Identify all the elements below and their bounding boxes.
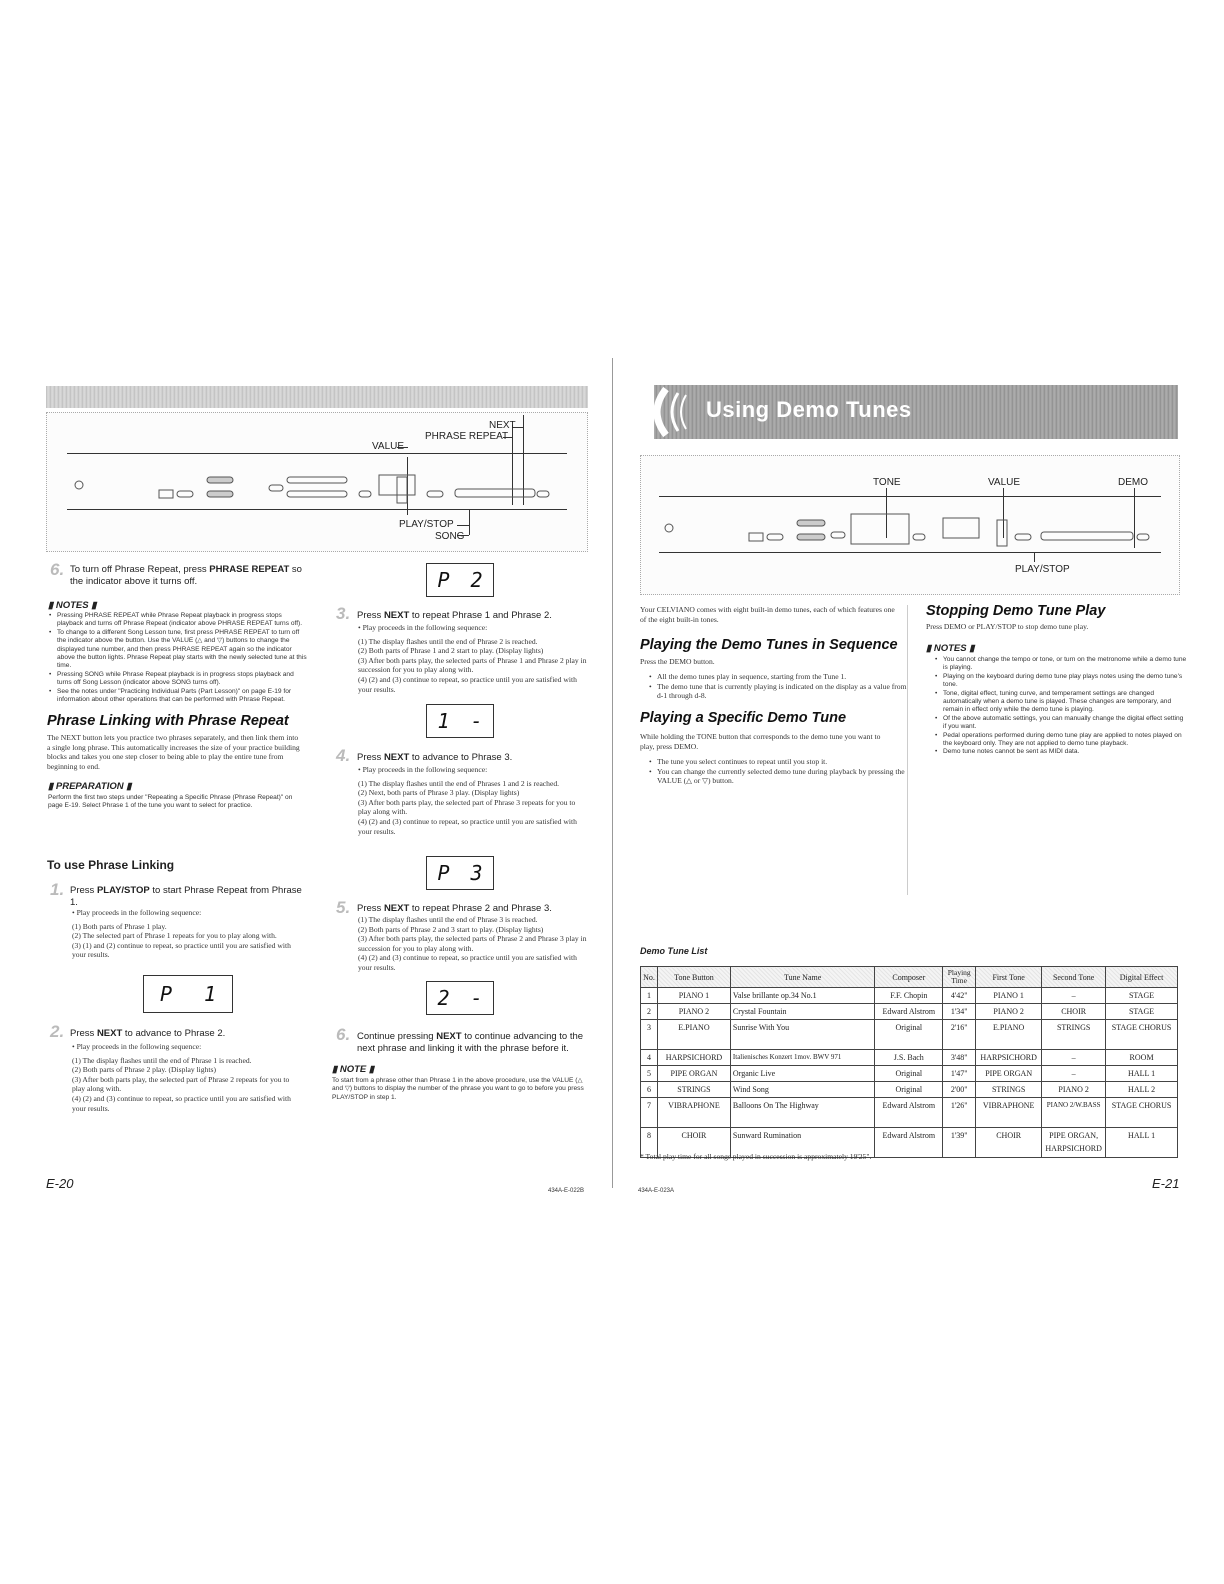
notes-list: • You cannot change the tempo or tone, or turn on the metronome while a demo tune is playing. • Playing on the keyboard during demo tune play plays notes using the demo tune's tone. • Tone, digital effect, tuning curve, and temperament settings are changed automatically when a demo tune is played. These changes are temporary, and remain in effect only while the demo tune is playing. • Of the above automatic settings, you can manually change the digital effect setting if you want. • Pedal operations performed during demo tune play are applied to notes played on the keyboard only. They are not applied to demo tune playback. • Demo tune notes cannot be sent as MIDI data. xyxy=(934,656,1187,757)
step-number: 1. xyxy=(50,880,65,899)
lcd-display-p2: P 2 xyxy=(426,563,494,597)
lcd-display-p3: P 3 xyxy=(426,856,494,890)
sequence-bullets: • All the demo tunes play in sequence, starting from the Tune 1. • The demo tune that is currently playing is indicated on the display as a value from d-1 through d-8. xyxy=(648,672,907,701)
intro-text: Your CELVIANO comes with eight built-in demo tunes, each of which features one of the eight built-in tones. xyxy=(640,605,895,624)
step3-text: Press NEXT to repeat Phrase 1 and Phrase 2. xyxy=(357,610,552,621)
table-title: Demo Tune List xyxy=(640,946,708,956)
value-label: VALUE xyxy=(372,441,405,452)
table-row: 7 VIBRAPHONE Balloons On The Highway Edward Alstrom 1'26" VIBRAPHONE PIANO 2/W.BASS STAGE CHORUS xyxy=(641,1098,1178,1128)
step5-text: Press NEXT to repeat Phrase 2 and Phrase 3. xyxy=(357,903,552,914)
section-title-sequence: Playing the Demo Tunes in Sequence xyxy=(640,637,898,653)
stopping-body: Press DEMO or PLAY/STOP to stop demo tune play. xyxy=(926,622,1089,631)
play-stop-label: PLAY/STOP xyxy=(1015,564,1070,575)
tone-label: TONE xyxy=(873,477,901,488)
section-title: Phrase Linking with Phrase Repeat xyxy=(47,713,289,729)
step-number: 5. xyxy=(336,898,351,917)
step3-detail: • Play proceeds in the following sequence: (1) The display flashes until the end of Phrase 2 is reached. (2) Both parts of Phrase 1 and 2 start to play. (Display lights) (3) After both parts play, the selected parts of Phrase 1 and Phrase 2 play in succession for you to play along with. (4) (2) and (3) continue to repeat, so practice until you are satisfied with your results. xyxy=(358,623,587,694)
keyboard-panel-icon xyxy=(641,506,1179,566)
section-body: The NEXT button lets you practice two phrases separately, and then link them into a single long phrase. This automatically increases the size of your practice building blocks and takes you one step closer to being able to play the entire tune from beginning to end. xyxy=(47,733,300,771)
play-stop-label: PLAY/STOP xyxy=(399,519,454,530)
table-row: 8 CHOIR Sunward Rumination Edward Alstrom 1'39" CHOIR PIPE ORGAN, HARPSICHORD HALL 1 xyxy=(641,1128,1178,1158)
notes-heading: ▮ NOTES ▮ xyxy=(48,600,97,611)
note-heading: ▮ NOTE ▮ xyxy=(332,1064,375,1075)
section-title-stopping: Stopping Demo Tune Play xyxy=(926,603,1106,619)
notes-list: • Pressing PHRASE REPEAT while Phrase Repeat playback in progress stops playback and turns off Phrase Repeat (indicator above PHRASE REPEAT turns off). • To change to a different Song Lesson tune, first press PHRASE REPEAT to turn off the indicator above the button. Use the VALUE (△ and ▽) buttons to change the displayed tune number, and then press PHRASE REPEAT again so the indicator above the button lights. Phrase Repeat play starts with the newly selected tune at this time. • Pressing SONG while Phrase Repeat playback is in progress stops playback and turns off Song Lesson (indicator above SONG turns off). • See the notes under "Practicing Individual Parts (Part Lesson)" on page E-19 for information about other operations that can be performed with Phrase Repeat. xyxy=(48,612,309,704)
table-row: 2 PIANO 2 Crystal Fountain Edward Alstrom 1'34" PIANO 2 CHOIR STAGE xyxy=(641,1004,1178,1020)
step2-text: Press NEXT to advance to Phrase 2. xyxy=(70,1028,226,1039)
control-panel-diagram-right xyxy=(640,455,1180,595)
step5-detail: (1) The display flashes until the end of Phrase 3 is reached. (2) Both parts of Phrase 2 and 3 start to play. (Display lights) (3) After both parts play, the selected parts of Phrase 2 and Phrase 3 play in succession for you to play along with. (4) (2) and (3) continue to repeat, so practice until you are satisfied with your results. xyxy=(358,915,587,972)
specific-bullets: • The tune you select continues to repeat until you stop it. • You can change the currently selected demo tune during playback by pressing the VALUE (△ or ▽) button. xyxy=(648,757,907,786)
demo-tune-table xyxy=(640,966,1178,1158)
page-title: Using Demo Tunes xyxy=(706,397,912,422)
step-number: 4. xyxy=(336,746,351,765)
step-number: 6. xyxy=(50,560,65,579)
step4-detail: • Play proceeds in the following sequence: (1) The display flashes until the end of Phrases 1 and 2 is reached. (2) Next, both parts of Phrase 3 play. (Display lights) (3) After both parts play, the selected part of Phrase 3 repeats for you to play along with. (4) (2) and (3) continue to repeat, so practice until you are satisfied with your results. xyxy=(358,765,577,836)
sequence-body: Press the DEMO button. xyxy=(640,657,715,666)
document-code: 434A-E-022B xyxy=(548,1188,585,1194)
table-row: 5 PIPE ORGAN Organic Live Original 1'47" PIPE ORGAN – HALL 1 xyxy=(641,1066,1178,1082)
next-label: NEXT xyxy=(489,420,516,431)
page-number: E-20 xyxy=(46,1176,74,1191)
title-banner xyxy=(640,385,1178,439)
table-row: 4 HARPSICHORD Italienisches Konzert 1mov. BWV 971 J.S. Bach 3'48" HARPSICHORD – ROOM xyxy=(641,1050,1178,1066)
table-footnote: * Total play time for all songs played in succession is approximately 19'25". xyxy=(640,1152,872,1161)
lcd-display-2-dash: 2 - xyxy=(426,981,494,1015)
value-label: VALUE xyxy=(988,477,1021,488)
page-number: E-21 xyxy=(1152,1176,1180,1191)
keyboard-panel-icon xyxy=(47,463,587,523)
banner-bracket-icon xyxy=(640,385,700,439)
specific-body: While holding the TONE button that corresponds to the demo tune you want to play, press DEMO. xyxy=(640,732,881,751)
step-number: 6. xyxy=(336,1025,351,1044)
song-label: SONG xyxy=(435,531,465,542)
subsection-title: To use Phrase Linking xyxy=(47,858,175,872)
table-header-row: No. Tone Button Tune Name Composer Playing Time First Tone Second Tone Digital Effect xyxy=(641,967,1178,988)
section-title-specific: Playing a Specific Demo Tune xyxy=(640,710,847,726)
notes-heading: ▮ NOTES ▮ xyxy=(926,643,975,654)
lcd-display-1-dash: 1 - xyxy=(426,704,494,738)
page-gutter xyxy=(612,358,613,1188)
step1-detail: • Play proceeds in the following sequence: (1) Both parts of Phrase 1 play. (2) The selected part of Phrase 1 repeats for you to play along with. (3) (1) and (2) continue to repeat, so practice until you are satisfied with your results. xyxy=(72,908,291,960)
step6b-text: Continue pressing NEXT to continue advancing to the next phrase and linking it with the phrase before it. xyxy=(357,1031,584,1054)
table-row: 6 STRINGS Wind Song Original 2'00" STRINGS PIANO 2 HALL 2 xyxy=(641,1082,1178,1098)
step6-text: To turn off Phrase Repeat, press PHRASE REPEAT so the indicator above it turns off. xyxy=(70,564,302,587)
column-divider xyxy=(907,605,908,895)
page-header-bar xyxy=(46,386,588,408)
phrase-repeat-label: PHRASE REPEAT xyxy=(425,431,509,442)
note-body: To start from a phrase other than Phrase 1 in the above procedure, use the VALUE (△ and ▽) buttons to display the number of the phrase you want to go to before you press PLAY/STOP in step 1. xyxy=(332,1077,584,1101)
preparation-heading: ▮ PREPARATION ▮ xyxy=(48,781,132,792)
step4-text: Press NEXT to advance to Phrase 3. xyxy=(357,752,513,763)
control-panel-diagram-left xyxy=(46,412,588,552)
lcd-display-p1: P 1 xyxy=(143,975,233,1013)
step2-detail: • Play proceeds in the following sequence: (1) The display flashes until the end of Phrase 1 is reached. (2) Both parts of Phrase 2 play. (Display lights) (3) After both parts play, the selected part of Phrase 2 repeats for you to play along with. (4) (2) and (3) continue to repeat, so practice until you are satisfied with your results. xyxy=(72,1042,291,1113)
step-number: 2. xyxy=(50,1022,65,1041)
demo-label: DEMO xyxy=(1118,477,1148,488)
document-code: 434A-E-023A xyxy=(638,1188,675,1194)
table-row: 3 E.PIANO Sunrise With You Original 2'16" E.PIANO STRINGS STAGE CHORUS xyxy=(641,1020,1178,1050)
step-number: 3. xyxy=(336,604,351,623)
table-row: 1 PIANO 1 Valse brillante op.34 No.1 F.F. Chopin 4'42" PIANO 1 – STAGE xyxy=(641,988,1178,1004)
preparation-body: Perform the first two steps under "Repeating a Specific Phrase (Phrase Repeat)" on page E-19. Select Phrase 1 of the tune you want to select for practice. xyxy=(48,794,293,810)
step1-text: Press PLAY/STOP to start Phrase Repeat from Phrase 1. xyxy=(70,885,302,908)
